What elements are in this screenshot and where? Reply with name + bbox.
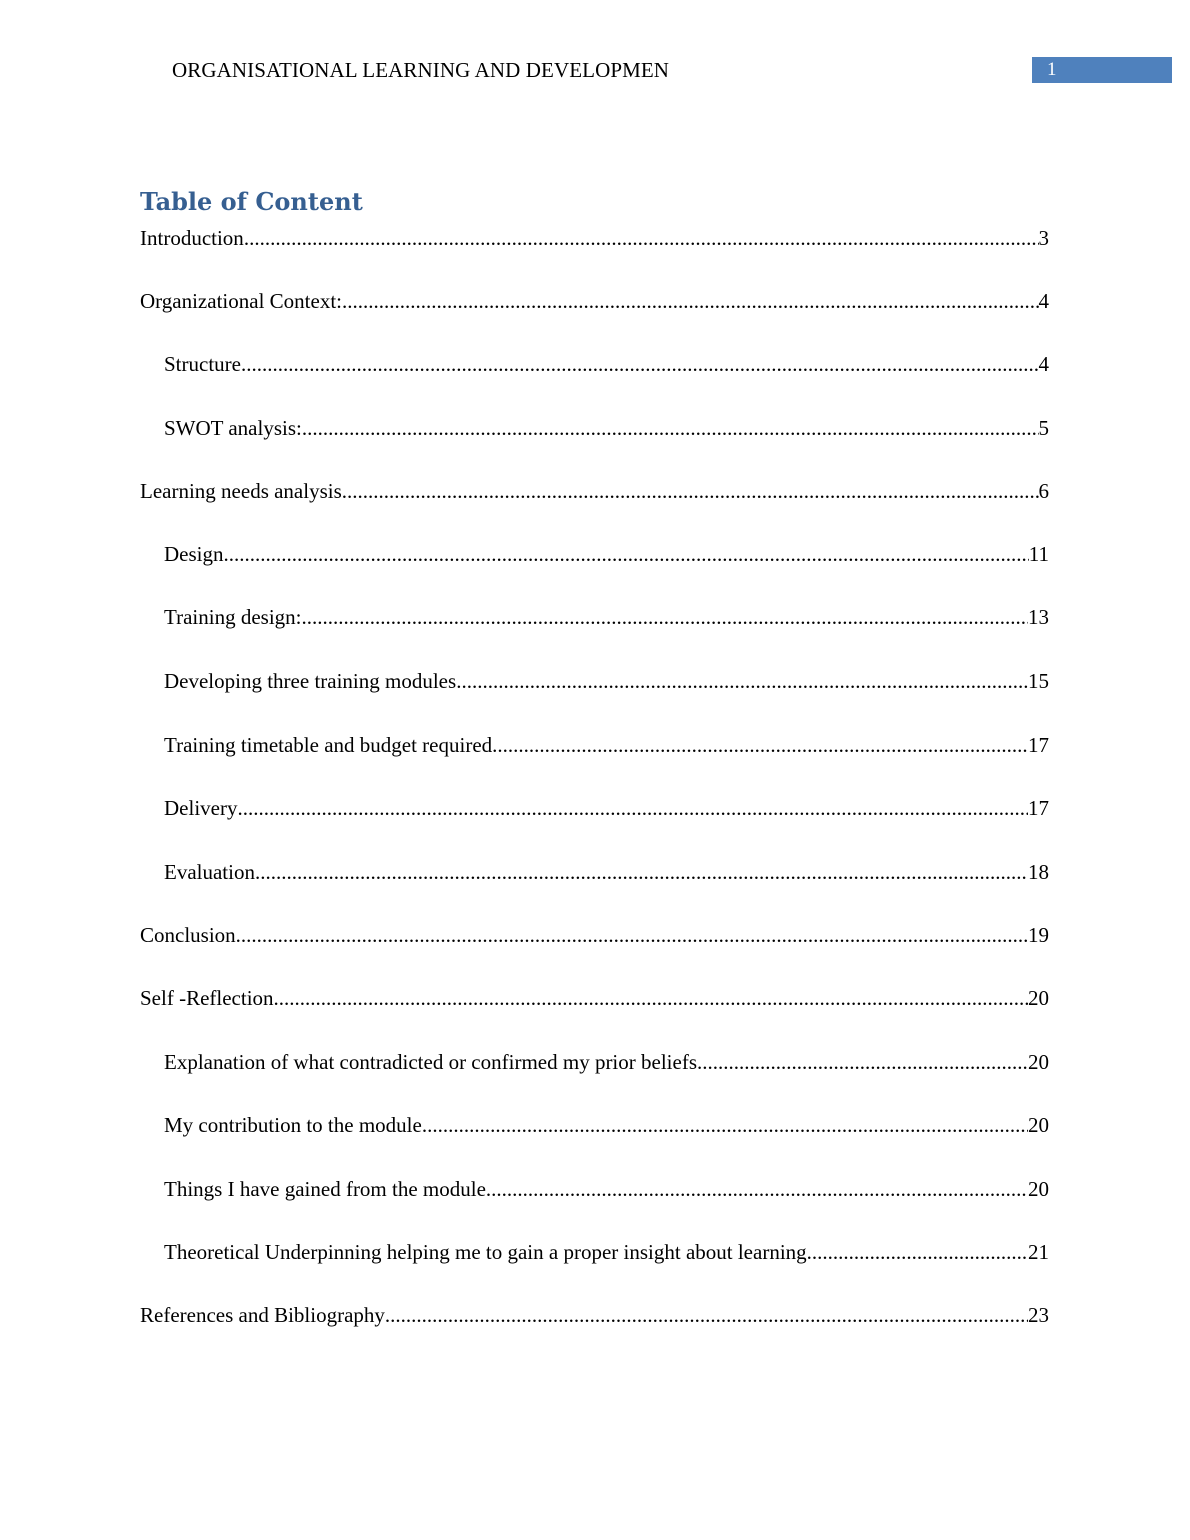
toc-entry-label: Theoretical Underpinning helping me to gain a proper insight about learning [164, 1240, 807, 1264]
toc-entry-page: 20 [1028, 986, 1049, 1010]
toc-entry-label: Explanation of what contradicted or confirmed my prior beliefs [164, 1050, 697, 1074]
toc-entry-page: 21 [1028, 1240, 1049, 1264]
toc-heading: Table of Content [140, 187, 363, 216]
toc-entry-page: 11 [1028, 542, 1049, 566]
toc-entry-evaluation[interactable] [164, 859, 1049, 885]
toc-dot-leader [456, 668, 1028, 694]
page-number-badge: 1 [1032, 57, 1172, 83]
toc-dot-leader [237, 795, 1028, 821]
toc-dot-leader [236, 922, 1028, 948]
toc-entry-self-reflection[interactable] [140, 985, 1049, 1011]
toc-entry-page: 17 [1028, 796, 1049, 820]
toc-entry-label: Training design: [164, 605, 302, 629]
toc-dot-leader [486, 1176, 1028, 1202]
toc-dot-leader [255, 859, 1028, 885]
toc-entry-developing-three-training-modules[interactable] [164, 668, 1049, 694]
toc-entry-page: 4 [1038, 289, 1049, 313]
toc-entry-page: 3 [1038, 226, 1049, 250]
toc-entry-page: 15 [1028, 669, 1049, 693]
toc-entry-page: 20 [1028, 1177, 1049, 1201]
toc-entry-page: 17 [1028, 733, 1049, 757]
toc-dot-leader [342, 478, 1039, 504]
toc-entry-things-gained[interactable] [164, 1176, 1049, 1202]
toc-entry-page: 6 [1038, 479, 1049, 503]
toc-dot-leader [342, 288, 1039, 314]
toc-entry-label: Conclusion [140, 923, 236, 947]
toc-entry-delivery[interactable] [164, 795, 1049, 821]
toc-entry-label: Things I have gained from the module [164, 1177, 486, 1201]
toc-dot-leader [807, 1239, 1028, 1265]
toc-entry-training-timetable-and-budget[interactable] [164, 732, 1049, 758]
toc-entry-label: Delivery [164, 796, 238, 820]
toc-entry-page: 4 [1038, 352, 1049, 376]
toc-entry-theoretical-underpinning[interactable] [164, 1239, 1049, 1265]
toc-entry-references[interactable] [140, 1302, 1049, 1328]
toc-entry-label: Introduction [140, 226, 244, 250]
toc-entry-organizational-context[interactable] [140, 288, 1049, 314]
toc-entry-label: Organizational Context: [140, 289, 342, 313]
toc-entry-learning-needs-analysis[interactable] [140, 478, 1049, 504]
toc-dot-leader [422, 1112, 1028, 1138]
toc-entry-my-contribution[interactable] [164, 1112, 1049, 1138]
toc-entry-conclusion[interactable] [140, 922, 1049, 948]
running-header-title: ORGANISATIONAL LEARNING AND DEVELOPMEN [172, 58, 670, 82]
toc-entry-structure[interactable] [164, 351, 1049, 377]
toc-entry-page: 23 [1028, 1303, 1049, 1327]
toc-entry-page: 18 [1028, 860, 1049, 884]
toc-entry-label: Developing three training modules [164, 669, 457, 693]
toc-entry-training-design[interactable] [164, 604, 1049, 630]
toc-entry-swot-analysis[interactable] [164, 415, 1049, 441]
toc-entry-label: References and Bibliography [140, 1303, 385, 1327]
toc-entry-design[interactable] [164, 541, 1049, 567]
toc-entry-label: My contribution to the module [164, 1113, 422, 1137]
toc-dot-leader [697, 1049, 1028, 1075]
toc-entry-label: Training timetable and budget required [164, 733, 493, 757]
toc-entry-label: Evaluation [164, 860, 255, 884]
toc-dot-leader [224, 541, 1029, 567]
toc-entry-page: 13 [1028, 605, 1049, 629]
toc-entry-page: 5 [1038, 416, 1049, 440]
toc-entry-introduction[interactable] [140, 225, 1049, 251]
toc-entry-label: Structure [164, 352, 241, 376]
toc-entry-label: Self -Reflection [140, 986, 274, 1010]
toc-dot-leader [302, 415, 1039, 441]
toc-dot-leader [492, 732, 1028, 758]
toc-dot-leader [244, 225, 1039, 251]
toc-dot-leader [241, 351, 1039, 377]
toc-entry-page: 20 [1028, 1113, 1049, 1137]
toc-entry-label: Learning needs analysis [140, 479, 342, 503]
toc-entry-page: 20 [1028, 1050, 1049, 1074]
toc-entry-explanation-prior-beliefs[interactable] [164, 1049, 1049, 1075]
toc-entry-label: SWOT analysis: [164, 416, 302, 440]
toc-entry-page: 19 [1028, 923, 1049, 947]
toc-entry-label: Design [164, 542, 224, 566]
toc-dot-leader [301, 604, 1028, 630]
toc-dot-leader [274, 985, 1028, 1011]
toc-dot-leader [385, 1302, 1028, 1328]
